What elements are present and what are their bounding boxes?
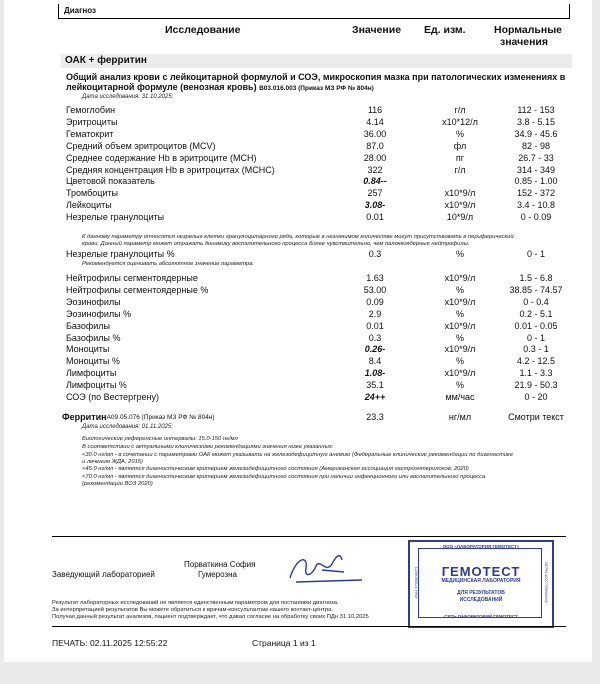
section-title: ОАК + ферритин	[61, 54, 572, 68]
result-value: 0.84--	[363, 176, 387, 187]
result-unit: г/л	[454, 164, 466, 175]
print-date: ПЕЧАТЬ: 02.11.2025 12:55:22	[52, 638, 168, 648]
table-row	[66, 273, 576, 284]
result-value: 0.09	[366, 296, 384, 307]
footer-bottom-divider	[52, 626, 566, 627]
result-norm: 1.1 - 3.3	[519, 368, 553, 379]
stamp-inn: ИНН 7706808371	[413, 566, 419, 599]
result-norm: 82 - 98	[521, 140, 551, 151]
result-name: Базофилы %	[66, 332, 121, 343]
result-name: Лимфоциты %	[66, 380, 127, 391]
result-norm: 0 - 1	[526, 249, 545, 259]
result-unit: мм/час	[445, 392, 475, 402]
table-row	[66, 285, 576, 296]
result-value: 1.08-	[364, 368, 386, 379]
result-norm: 314 - 349	[516, 164, 556, 175]
ferritin-note-line: Биологические референсные интервалы: 15.0-150 нг/мл	[82, 436, 238, 442]
ferritin-note-line: В соответствии с актуальными клиническими рекомендациями значения ниже указанных:	[82, 444, 334, 450]
stamp-bottom-text: СЕТЬ ЛАБОРАТОРИЙ ГЕМОТЕСТ	[444, 614, 518, 619]
result-name: Цветовой показатель	[66, 176, 155, 187]
ferritin-row	[62, 412, 576, 423]
panel-date: Дата исследования: 31.10.2025;	[82, 94, 174, 100]
result-value: 0.3	[368, 332, 382, 343]
signature-role: Заведующий лабораторией	[52, 570, 155, 579]
result-name: Лейкоциты	[66, 200, 112, 211]
ferritin-label	[62, 412, 215, 423]
result-norm: 112 - 153	[517, 105, 555, 115]
result-unit: x10*9/л	[444, 320, 476, 331]
result-norm: 4.2 - 12.5	[516, 356, 556, 367]
result-name: Моноциты %	[66, 356, 120, 367]
table-row	[66, 380, 576, 391]
result-norm: 26.7 - 33	[518, 152, 554, 163]
result-value: 4.14	[366, 116, 384, 127]
ferritin-date: Дата исследования: 01.11.2025;	[82, 424, 173, 430]
table-row	[66, 297, 576, 308]
table-row	[66, 200, 576, 211]
header-norm-1: Нормальные	[494, 24, 563, 36]
result-name: Эритроциты	[66, 116, 118, 127]
disclaimer-1: Результат лабораторных исследований не является единственным параметром для постановки диагноза.	[52, 600, 339, 606]
stamp-brand: ГЕМОТЕСТ	[441, 564, 521, 579]
result-value: 1.63	[366, 273, 384, 283]
result-unit: x10*9/л	[444, 368, 476, 379]
result-unit: x10*9/л	[444, 273, 476, 283]
ferritin-note-line: и лечению ЖДА, 2015)	[82, 459, 143, 465]
result-unit: x10*9/л	[444, 344, 476, 355]
result-value: 0.26-	[364, 344, 386, 355]
panel-title-2: лейкоцитарной формуле (венозная кровь)	[66, 82, 257, 92]
result-value: 257	[367, 188, 383, 199]
result-unit: x10*9/л	[444, 296, 476, 307]
result-value: 35.1	[366, 380, 384, 391]
result-norm: 21.9 - 50.3	[514, 380, 558, 391]
table-row	[66, 368, 576, 379]
ferritin-note-line: <30.0 нг/мл - в сочетании с параметрами ОАК может указывать на железодефицитную анемию (Федеральные клинические рекомендации по диагностике	[82, 452, 513, 458]
result-name: Нейтрофилы сегментоядерные %	[66, 284, 209, 295]
table-row	[66, 153, 576, 164]
table-row	[66, 309, 576, 320]
result-value: 24++	[364, 392, 386, 402]
result-norm: 34.9 - 45.6	[514, 128, 558, 139]
result-value: 116	[367, 105, 383, 115]
result-name: Гематокрит	[66, 128, 114, 139]
result-name: Незрелые гранулоциты %	[66, 249, 175, 259]
table-row	[66, 212, 576, 223]
result-unit: пг	[455, 152, 465, 163]
signature-name-2: Гумерозна	[198, 570, 237, 579]
table-row	[66, 141, 576, 152]
table-row	[66, 344, 576, 355]
result-value: 28.00	[363, 152, 387, 163]
result-norm: 0.3 - 1	[523, 344, 549, 355]
result-norm: 0 - 20	[524, 392, 548, 402]
result-norm: 152 - 372	[516, 188, 556, 199]
result-norm: 38.85 - 74.57	[509, 284, 563, 295]
table-row	[66, 176, 576, 187]
page-number: Страница 1 из 1	[252, 638, 316, 648]
table-row	[66, 165, 576, 176]
lab-stamp	[408, 540, 554, 628]
result-unit: 10*9/л	[446, 212, 474, 223]
result-value: 3.08-	[364, 200, 386, 211]
diagnosis-box	[58, 4, 570, 19]
result-unit: фл	[453, 140, 467, 151]
result-name: Эозинофилы %	[66, 308, 132, 319]
stamp-top-text: ООО «ЛАБОРАТОРИЯ ГЕМОТЕСТ»	[442, 544, 520, 549]
note-immature-1: К данному параметру относятся незрелые клетки гранулоцитарного ряда, которые в незначимом количестве могут присутствовать в периферической	[82, 234, 514, 240]
ferritin-value: 23.3	[366, 412, 384, 422]
header-value: Значение	[352, 24, 402, 36]
result-value: 0.01	[366, 212, 384, 223]
result-name: Нейтрофилы сегментоядерные	[66, 273, 198, 283]
header-norm-2: значения	[500, 36, 548, 48]
table-row	[66, 188, 576, 199]
result-name: Моноциты	[66, 344, 110, 355]
signature-scribble	[282, 548, 372, 586]
table-row	[66, 333, 576, 344]
result-unit: %	[455, 380, 464, 391]
result-unit: %	[455, 308, 464, 319]
table-row	[66, 392, 576, 403]
result-value: 87.0	[366, 140, 384, 151]
disclaimer-2: За интерпретацией результатов Вы можете обратиться к врачам-консультантам нашего контакт-центра.	[52, 607, 333, 613]
table-row	[66, 105, 576, 116]
note-immature-2: крови. Данный параметр может отражать динамику воспалительного процесса более чувствительно, чем палочкоядерные нейтрофилы.	[82, 241, 470, 247]
result-unit: x10*9/л	[444, 200, 476, 211]
result-unit: %	[455, 128, 464, 139]
ferritin-name: Ферритин	[62, 412, 107, 422]
table-row	[66, 129, 576, 140]
stamp-sub: МЕДИЦИНСКАЯ ЛАБОРАТОРИЯ	[441, 578, 521, 584]
result-unit: x10*9/л	[444, 188, 476, 199]
result-value: 2.9	[368, 308, 382, 319]
result-norm: 0 - 1	[526, 332, 545, 343]
table-row	[66, 249, 576, 260]
table-row	[66, 117, 576, 128]
result-unit: г/л	[454, 105, 466, 115]
result-value: 0.01	[366, 320, 384, 331]
result-name: Средний объем эритроцитов (MCV)	[66, 140, 216, 151]
result-norm: 0 - 0.4	[523, 296, 549, 307]
table-row	[66, 321, 576, 332]
header-unit: Ед. изм.	[424, 24, 466, 36]
ferritin-norm: Смотри текст	[508, 412, 564, 422]
result-unit: x10*12/л	[442, 116, 478, 127]
ferritin-note-line: <70.0 нг/мл - является диагностическим критерием железодефицитного состояния при наличии инфекционного или воспалительного процесса	[82, 474, 486, 480]
result-value: 322	[367, 164, 383, 175]
stamp-for-2: ИССЛЕДОВАНИЙ	[459, 597, 503, 603]
result-unit: %	[455, 249, 464, 259]
result-norm: 3.4 - 10.8	[516, 200, 556, 211]
result-name: Незрелые гранулоциты	[66, 212, 165, 223]
diagnosis-label: Диагноз	[64, 6, 96, 15]
result-value: 8.4	[368, 356, 382, 367]
panel-title-2-line	[66, 82, 374, 92]
stamp-ogrn: ОГРН 1027739000642	[543, 562, 549, 603]
result-norm: 3.8 - 5.15	[516, 116, 556, 127]
result-norm: 0.2 - 5.1	[519, 308, 553, 319]
ferritin-code: A09.05.076 (Приказ МЗ РФ № 804н)	[106, 414, 215, 421]
result-norm: 1.5 - 6.8	[519, 273, 553, 283]
stamp-for-1: ДЛЯ РЕЗУЛЬТАТОВ	[457, 590, 505, 596]
note-absolute: Рекомендуется оценивать абсолютное значение параметра.	[82, 261, 254, 267]
result-name: Средняя концентрация Hb в эритроцитах (MCHC)	[66, 164, 275, 175]
result-name: Среднее содержание Hb в эритроците (MCH)	[66, 152, 257, 163]
result-name: Эозинофилы	[66, 296, 121, 307]
panel-code: B03.016.003 (Приказ МЗ РФ № 804н)	[259, 85, 374, 92]
result-value: 36.00	[363, 128, 387, 139]
result-name: СОЭ (по Вестергрену)	[66, 392, 159, 402]
result-norm: 0.01 - 0.05	[514, 320, 558, 331]
result-unit: %	[455, 284, 464, 295]
result-norm: 0.85 - 1.00	[514, 176, 558, 187]
result-name: Гемоглобин	[66, 105, 116, 115]
result-unit: %	[455, 356, 464, 367]
ferritin-note-line: <45.0 нг/мл - является диагностическим критерием железодефицитного состояния (Американская ассоциация гастроэнтерологов, 2020)	[82, 466, 469, 472]
disclaimer-3: Получая данный результат анализов, пациент подтверждает, что давал согласие на обработку своих ПДн 31.10.2025	[52, 614, 369, 620]
result-value: 53.00	[363, 284, 387, 295]
result-norm: 0 - 0.09	[520, 212, 552, 223]
ferritin-note-line: (рекомендации ВОЗ 2020)	[82, 481, 153, 487]
table-row	[66, 356, 576, 367]
ferritin-unit: нг/мл	[448, 412, 472, 422]
result-value: 0.3	[368, 249, 382, 259]
panel-title-1: Общий анализ крови с лейкоцитарной формулой и СОЭ, микроскопия мазка при патологических изменениях в	[66, 72, 566, 82]
result-unit: %	[455, 332, 464, 343]
footer-top-divider	[52, 536, 566, 537]
signature-name-1: Порваткина София	[184, 560, 256, 569]
header-test: Исследование	[165, 24, 241, 36]
result-name: Тромбоциты	[66, 188, 119, 199]
result-name: Базофилы	[66, 320, 110, 331]
result-name: Лимфоциты	[66, 368, 117, 379]
